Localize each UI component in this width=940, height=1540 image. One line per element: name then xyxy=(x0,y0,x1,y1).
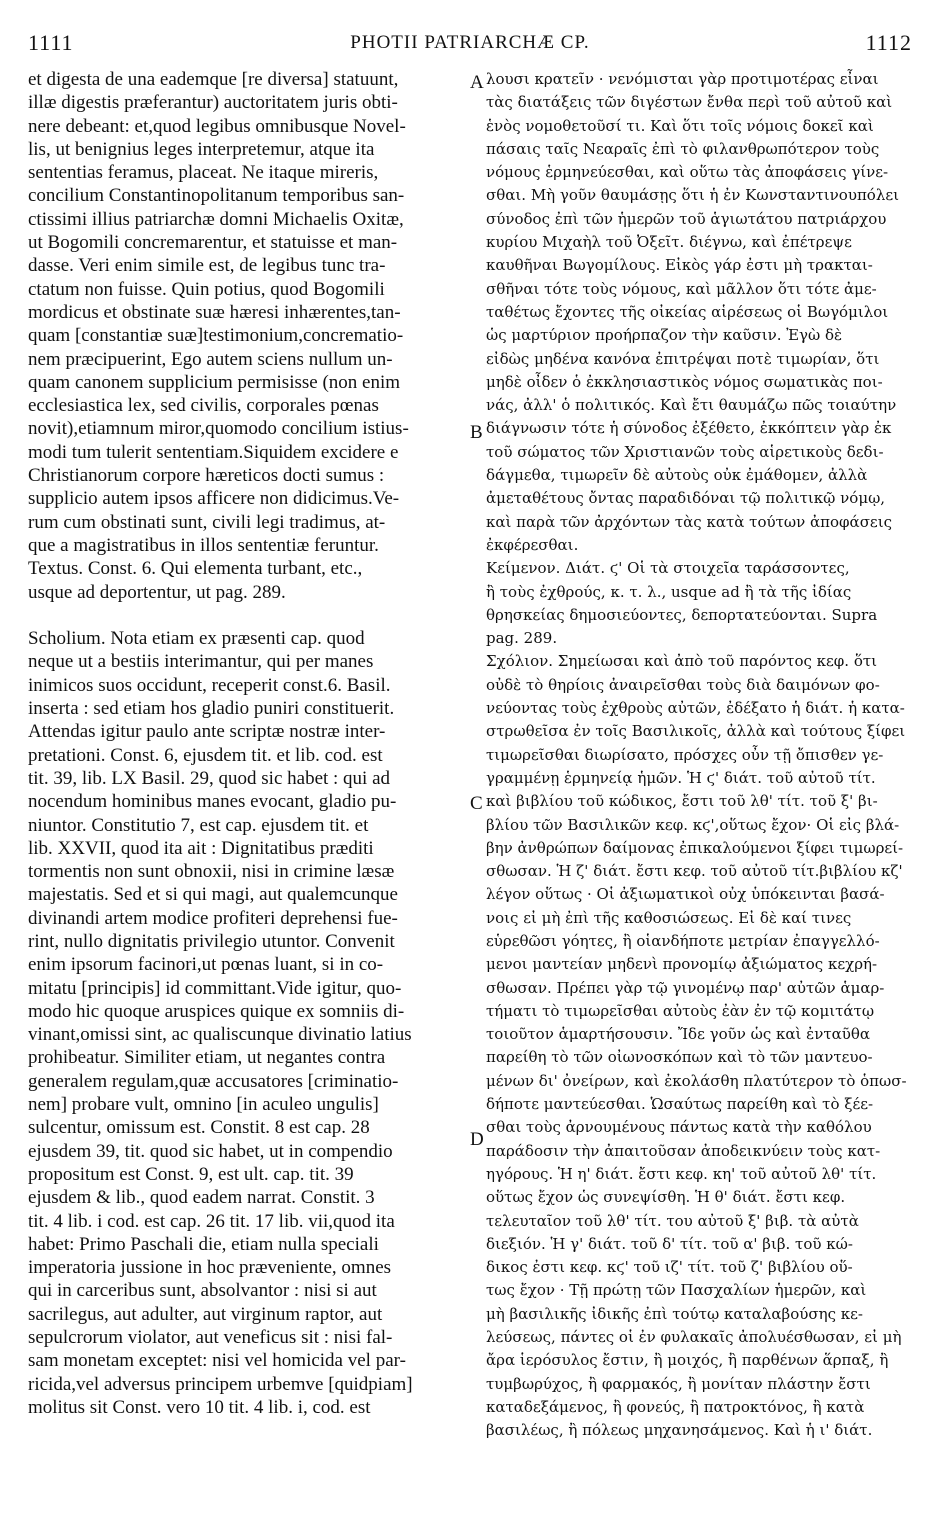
greek-text-line: κυρίου Μιχαὴλ τοῦ Ὀξεῖτ. διέγνω, καὶ ἐπέτρεψε xyxy=(486,233,852,252)
latin-text-line: sententias feramus, placeat. Ne itaque mireris, xyxy=(28,162,379,184)
greek-text-line: βην ἀνθρώπων δαίμονας ἐπικαλούμενοι ξίφει τιμωρεί- xyxy=(486,838,904,857)
greek-text-line: ὡς μαρτύριον προήρπαζον τὴν καῦσιν. Ἐγὼ δὲ xyxy=(486,326,843,345)
latin-text-line: lis, ut benignius leges interpretemur, atque ita xyxy=(28,138,375,160)
latin-text-line: habet: Primo Paschali die, etiam nulla speciali xyxy=(28,1233,379,1255)
latin-text-line: quam canonem supplicium permisisse (non enim xyxy=(28,371,401,393)
latin-text-line: imperatoria jussione in hoc præveniente, omnes xyxy=(28,1257,392,1279)
latin-text-line: sam monetam exceptet: nisi vel homicida vel par- xyxy=(28,1350,406,1372)
latin-text-line: usque ad deportentur, ut pag. 289. xyxy=(28,581,286,603)
latin-text-line: ejusdem 39, tit. quod sic habet, ut in compendio xyxy=(28,1140,393,1162)
latin-text-line: inimicos suos occidunt, receperit const.6. Basil. xyxy=(28,674,391,696)
greek-text-line: οὐδὲ τὸ θηρίοις ἀναιρεῖσθαι τοὺς διὰ δαιμόνων φο- xyxy=(486,675,880,694)
greek-text-line: ηγόρους. Ἡ η' διάτ. ἔστι κεφ. κη' τοῦ αὐτοῦ λθ' τίτ. xyxy=(486,1164,877,1183)
greek-text-line: σθῆναι τότε τοὺς νόμους, καὶ μᾶλλον ὅτι τότε ἀμε- xyxy=(486,279,877,298)
greek-text-line: pag. 289. xyxy=(486,629,558,648)
latin-text-line: Attendas igitur paulo ante scriptæ nostræ inter- xyxy=(28,721,386,743)
greek-text-line: τὰς διατάξεις τῶν διγέστων ἔνθα περὶ τοῦ αὐτοῦ καὶ xyxy=(486,93,893,112)
latin-text-line: niuntor. Constitutio 7, est cap. ejusdem tit. et xyxy=(28,814,369,836)
latin-text-line: enim ipsorum facinori,ut pœnas luant, si in co- xyxy=(28,954,384,976)
latin-text-line: tit. 39, lib. LX Basil. 29, quod sic habet : qui ad xyxy=(28,767,391,789)
latin-text-line: ctatum non fuisse. Quin potius, quod Bogomili xyxy=(28,278,385,300)
page-number-left: 1111 xyxy=(28,30,74,55)
greek-text-line: σθωσαν. Πρέπει γὰρ τῷ γινομένῳ παρ' αὐτῶν ἁμαρ- xyxy=(486,978,885,997)
greek-text-line: πάσαις ταῖς Νεαραῖς ἐπὶ τὸ φιλανθρωπότερον τοὺς xyxy=(486,139,880,158)
latin-text-line: mitatu [principis] id committant.Vide igitur, quo- xyxy=(28,977,402,999)
latin-text-line: nem præcipuerint, Ego autem sciens nullum un- xyxy=(28,348,393,370)
latin-text-line: supplicio autem ipsos afficere non didicimus.Ve- xyxy=(28,488,400,510)
greek-text-line: τοιοῦτον ἁμαρτήσουσιν. Ἴδε γοῦν ὡς καὶ ἐνταῦθα xyxy=(486,1025,871,1044)
greek-text-line: τιμωρεῖσθαι διωρίσατο, πρόσχες οὖν τῇ ὄπισθεν γε- xyxy=(486,745,884,764)
latin-column xyxy=(28,68,468,1419)
greek-text-line: ἑνὸς νομοθετοῦσί τι. Καὶ ὅτι τοῖς νόμοις δοκεῖ καὶ xyxy=(486,116,874,135)
latin-text-line: quam [constantiæ suæ]testimonium,concrematio- xyxy=(28,325,404,347)
latin-text-line: nocendum hominibus manes evocant, gladio pu- xyxy=(28,791,397,813)
latin-text-line: ecclesiastica lex, sed civilis, corporales pœnas xyxy=(28,395,379,417)
latin-text-line: sepulcrorum violator, aut veneficus sit : nisi fal- xyxy=(28,1327,393,1349)
latin-text-line: neque ut a bestiis interimantur, qui per manes xyxy=(28,651,374,673)
greek-text-line: ἄρα ἱερόσυλος ἔστιν, ἢ μοιχός, ἢ παρθένων ἅρπαξ, ἢ xyxy=(486,1351,889,1370)
latin-text-line: Scholium. Nota etiam ex præsenti cap. quod xyxy=(28,628,365,650)
greek-text-line: ἢ τοὺς ἐχθρούς, κ. τ. λ., usque ad ἢ τὰ τῆς ἰδίας xyxy=(486,582,852,601)
greek-text-line: νεύοντας τοὺς ἐχθροὺς αὐτῶν, ἐδέξατο ἡ διάτ. ἡ κατα- xyxy=(486,699,905,718)
greek-text-line: νοις εἰ μὴ ἐπὶ τῆς καθοσιώσεως. Εἰ δὲ καί τινες xyxy=(486,908,852,927)
latin-text-line: modo hic quoque aruspices quique ex somniis di- xyxy=(28,1000,405,1022)
latin-text-line: ricida,vel adversus principem urbemve [quidpiam] xyxy=(28,1373,413,1395)
greek-text-line: παράδοσιν τὴν ἀπαιτοῦσαν ἀποδεικνύειν τοὺς κατ- xyxy=(486,1141,881,1160)
running-title: PHOTII PATRIARCHÆ CP. xyxy=(350,32,590,53)
latin-text-line: illæ digestis præferantur) auctoritatem juris obti- xyxy=(28,92,398,114)
latin-text-line: qui in carceribus sunt, absolvantor : nisi si aut xyxy=(28,1280,377,1302)
greek-text-line: εἰδὼς μηδένα κανόνα ἐπιτρέψαι ποτὲ τιμωρίαν, ὅτι xyxy=(486,349,880,368)
greek-text-line: εὑρεθῶσι γόητες, ἢ οἱανδήποτε μετρίαν ἐπαγγελλό- xyxy=(486,931,880,950)
greek-text-line: μενοι μαντείαν μηδενὶ προνομίῳ ἀξιώματος κεχρή- xyxy=(486,955,878,974)
margin-marker-a: A xyxy=(470,72,484,93)
latin-text-line: tit. 4 lib. i cod. est cap. 26 tit. 17 lib. vii,quod ita xyxy=(28,1210,395,1232)
latin-text-line: molitus sit Const. vero 10 tit. 4 lib. i, cod. est xyxy=(28,1396,371,1418)
greek-text-line: νόμους ἑρμηνεύεσθαι, καὶ οὕτω τὰς ἀποφάσεις γίνε- xyxy=(486,163,889,182)
greek-text-line: λεύσεως, πάντες οἱ ἐν φυλακαῖς ἀπολυέσθωσαν, εἰ μὴ xyxy=(486,1328,902,1347)
greek-text-line: θρησκείας δημοσιεύοντες, δεπορτατεύονται. Supra xyxy=(486,605,878,624)
latin-text-line: sulcentur, omissum est. Constit. 8 est cap. 28 xyxy=(28,1117,370,1139)
greek-text-line: ἐκφέρεσθαι. xyxy=(486,535,579,554)
latin-text-line: nem] probare vult, omnino [in aculeo ungulis] xyxy=(28,1094,379,1116)
latin-text-line: ejusdem & lib., quod eadem narrat. Constit. 3 xyxy=(28,1187,375,1209)
latin-text-line: concilium Constantinopolitanum temporibus san- xyxy=(28,185,405,207)
greek-text-line: τελευταῖον τοῦ λθ' τίτ. του αὐτοῦ ξ' βιβ. τὰ αὐτὰ xyxy=(486,1211,859,1230)
latin-text-line: sacrilegus, aut adulter, aut virginum raptor, aut xyxy=(28,1303,383,1325)
latin-text-line: inserta : sed etiam hos gladio puniri constituerit. xyxy=(28,698,395,720)
greek-text-line: μένων δι' ὀνείρων, καὶ ἐκολάσθη πλατύτερον τὸ ὁπωσ- xyxy=(486,1071,907,1090)
greek-column xyxy=(486,68,918,1443)
latin-text-line: dasse. Veri enim simile est, de legibus tunc tra- xyxy=(28,255,386,277)
margin-marker-d: D xyxy=(470,1129,484,1150)
greek-text-line: σθαι τοὺς ἀρνουμένους πάντως κατὰ τὴν καθόλου xyxy=(486,1118,872,1137)
latin-text-line: modi tum tulerit sententiam.Siquidem excidere e xyxy=(28,441,399,463)
latin-text-line: ctissimi illius patriarchæ domni Michaelis Oxitæ, xyxy=(28,208,404,230)
greek-text-line: καταδεξάμενος, ἢ φονεύς, ἢ πατροκτόνος, ἢ κατὰ xyxy=(486,1397,865,1416)
greek-text-line: σύνοδος ἐπὶ τῶν ἡμερῶν τοῦ ἁγιωτάτου πατριάρχου xyxy=(486,209,887,228)
greek-text-line: Σχόλιον. Σημείωσαι καὶ ἀπὸ τοῦ παρόντος κεφ. ὅτι xyxy=(486,652,878,671)
greek-text-line: λέγον οὕτως · Οἱ ἀξιωματικοὶ οὐχ ὑπόκεινται βασά- xyxy=(486,885,885,904)
greek-text-line: τυμβωρύχος, ἢ φαρμακός, ἢ μονίταν πλάστην ἔστι xyxy=(486,1374,871,1393)
latin-text-line: divinandi artem modice profiteri deprehensi fue- xyxy=(28,907,398,929)
latin-text-line: et digesta de una eademque [re diversa] statuunt, xyxy=(28,69,399,90)
latin-text-line: rum cum obstinati sunt, civili legi tradimus, at- xyxy=(28,511,386,533)
margin-marker-c: C xyxy=(470,793,483,814)
greek-text-line: καυθῆναι Βωγομίλους. Εἰκὸς γάρ ἐστι μὴ τρακται- xyxy=(486,256,873,275)
greek-text-line: σθαι. Μὴ γοῦν θαυμάσῃς ὅτι ἡ ἐν Κωνσταντινουπόλει xyxy=(486,186,899,205)
greek-text-line: βλίου τῶν Βασιλικῶν κεφ. κϛ',οὕτως ἔχον· Οἱ εἰς βλά- xyxy=(486,815,900,834)
latin-text-line: prohibeatur. Similiter etiam, ut negantes contra xyxy=(28,1047,386,1069)
greek-text-line: μὴ βασιλικῆς ἰδικῆς ἐπὶ τούτῳ καταλαβούσης κε- xyxy=(486,1304,863,1323)
greek-text-line: σθωσαν. Ἡ ζ' διάτ. ἔστι κεφ. τοῦ αὐτοῦ τίτ.βιβλίου κζ' xyxy=(486,862,903,881)
margin-marker-b: B xyxy=(470,422,483,443)
greek-text-line: τήματι τὸ τιμωρεῖσθαι αὐτοὺς ἐὰν ἐν τῷ κομιτάτῳ xyxy=(486,1001,875,1020)
greek-text-line: καὶ παρὰ τῶν ἀρχόντων τὰς κατὰ τούτων ἀποφάσεις xyxy=(486,512,892,531)
latin-text-line: mordicus et obstinate suæ hæresi inhærentes,tan- xyxy=(28,301,401,323)
latin-text-line: generalem regulam,quæ accusatores [criminatio- xyxy=(28,1070,399,1092)
latin-text-line: vinant,omissi sint, ac qualiscunque divinatio latius xyxy=(28,1024,412,1046)
greek-text-line: καὶ βιβλίου τοῦ κώδικος, ἔστι τοῦ λθ' τίτ. τοῦ ξ' βι- xyxy=(486,792,878,811)
latin-text-line: novit),etiamnum miror,quomodo concilium istius- xyxy=(28,418,409,440)
greek-text-line: δικος ἐστι κεφ. κϛ' τοῦ ιζ' τίτ. τοῦ ζ' βιβλίου οὕ- xyxy=(486,1258,853,1277)
greek-text-line: Κείμενον. Διάτ. ϛ' Οἱ τὰ στοιχεῖα ταράσσοντες, xyxy=(486,559,850,578)
greek-text-line: οὕτως ἔχον ὡς συνεψίσθη. Ἡ θ' διάτ. ἔστι κεφ. xyxy=(486,1188,846,1207)
greek-text-line: παρείθη τὸ τῶν οἰωνοσκόπων καὶ τὸ τῶν μαντευο- xyxy=(486,1048,873,1067)
greek-text-line: δάγμεθα, τιμωρεῖν δὲ αὐτοὺς οὐκ ἐμάθομεν, ἀλλὰ xyxy=(486,466,868,485)
latin-text-line: Textus. Const. 6. Qui elementa turbant, etc., xyxy=(28,558,363,580)
latin-text-line: propositum est Const. 9, est ult. cap. tit. 39 xyxy=(28,1163,354,1185)
greek-text-line: μηδὲ οἶδεν ὁ ἐκκλησιαστικὸς νόμος σωματικὰς ποι- xyxy=(486,372,883,391)
greek-text-line: τοῦ σώματος τῶν Χριστιανῶν τοὺς αἱρετικοὺς δεδι- xyxy=(486,442,884,461)
greek-text-line: ταθέτως ἔχοντες τῆς οἰκείας αἱρέσεως οἱ Βωγόμιλοι xyxy=(486,302,889,321)
latin-text-line: rint, nullo dignitatis privilegio utuntor. Convenit xyxy=(28,930,395,952)
latin-text-line: majestatis. Sed et si qui magi, aut qualemcunque xyxy=(28,884,398,906)
latin-text-line: que a magistratibus in illos sententiæ feruntur. xyxy=(28,534,379,556)
page-number-right: 1112 xyxy=(865,30,912,55)
latin-text-line: nere debeant: et,quod legibus omnibusque Novel- xyxy=(28,115,406,137)
greek-text-line: βασιλέως, ἢ πόλεως μηχανησάμενος. Καὶ ἡ ι' διάτ. xyxy=(486,1421,873,1440)
latin-text-line: tormentis non sunt obnoxii, nisi in crimine læsæ xyxy=(28,861,395,883)
latin-text-line: pretationi. Const. 6, ejusdem tit. et lib. cod. est xyxy=(28,744,383,766)
greek-text-line: γραμμένῃ ἑρμηνείᾳ ἡμῶν. Ἡ ϛ' διάτ. τοῦ αὐτοῦ τίτ. xyxy=(486,768,876,787)
greek-text-line: στρωθεῖσα ἐν τοῖς Βασιλικοῖς, ἀλλὰ καὶ τούτους ξίφει xyxy=(486,722,906,741)
greek-text-line: λουσι κρατεῖν · νενόμισται γὰρ προτιμοτέρας εἶναι xyxy=(486,70,879,88)
greek-text-line: τως ἔχον · Τῇ πρώτῃ τῶν Πασχαλίων ἡμερῶν, καὶ xyxy=(486,1281,867,1300)
latin-text-line: ut Bogomili concremarentur, et statuisse et man- xyxy=(28,232,398,254)
latin-text-line xyxy=(28,604,468,627)
greek-text-line: δήποτε μαντεύεσθαι. Ὡσαύτως παρείθη καὶ τὸ ξέε- xyxy=(486,1095,874,1114)
greek-text-line: ἀμεταθέτους ὄντας παραδιδόναι τῷ πολιτικῷ νόμῳ, xyxy=(486,489,886,508)
page-header xyxy=(28,30,912,60)
greek-text-line: διάγνωσιν τότε ἡ σύνοδος ἐξέθετο, ἐκκόπτειν γὰρ ἐκ xyxy=(486,419,892,438)
greek-text-line: διεξιόν. Ἡ γ' διάτ. τοῦ δ' τίτ. τοῦ α' βιβ. τοῦ κώ- xyxy=(486,1234,853,1253)
latin-text-line: Christianorum corpore hæreticos docti sumus : xyxy=(28,465,385,487)
greek-text-line: νάς, ἀλλ' ὁ πολιτικός. Καὶ ἔτι θαυμάζω πῶς τοιαύτην xyxy=(486,396,897,415)
latin-text-line: lib. XXVII, quod ita ait : Dignitatibus præditi xyxy=(28,837,374,859)
